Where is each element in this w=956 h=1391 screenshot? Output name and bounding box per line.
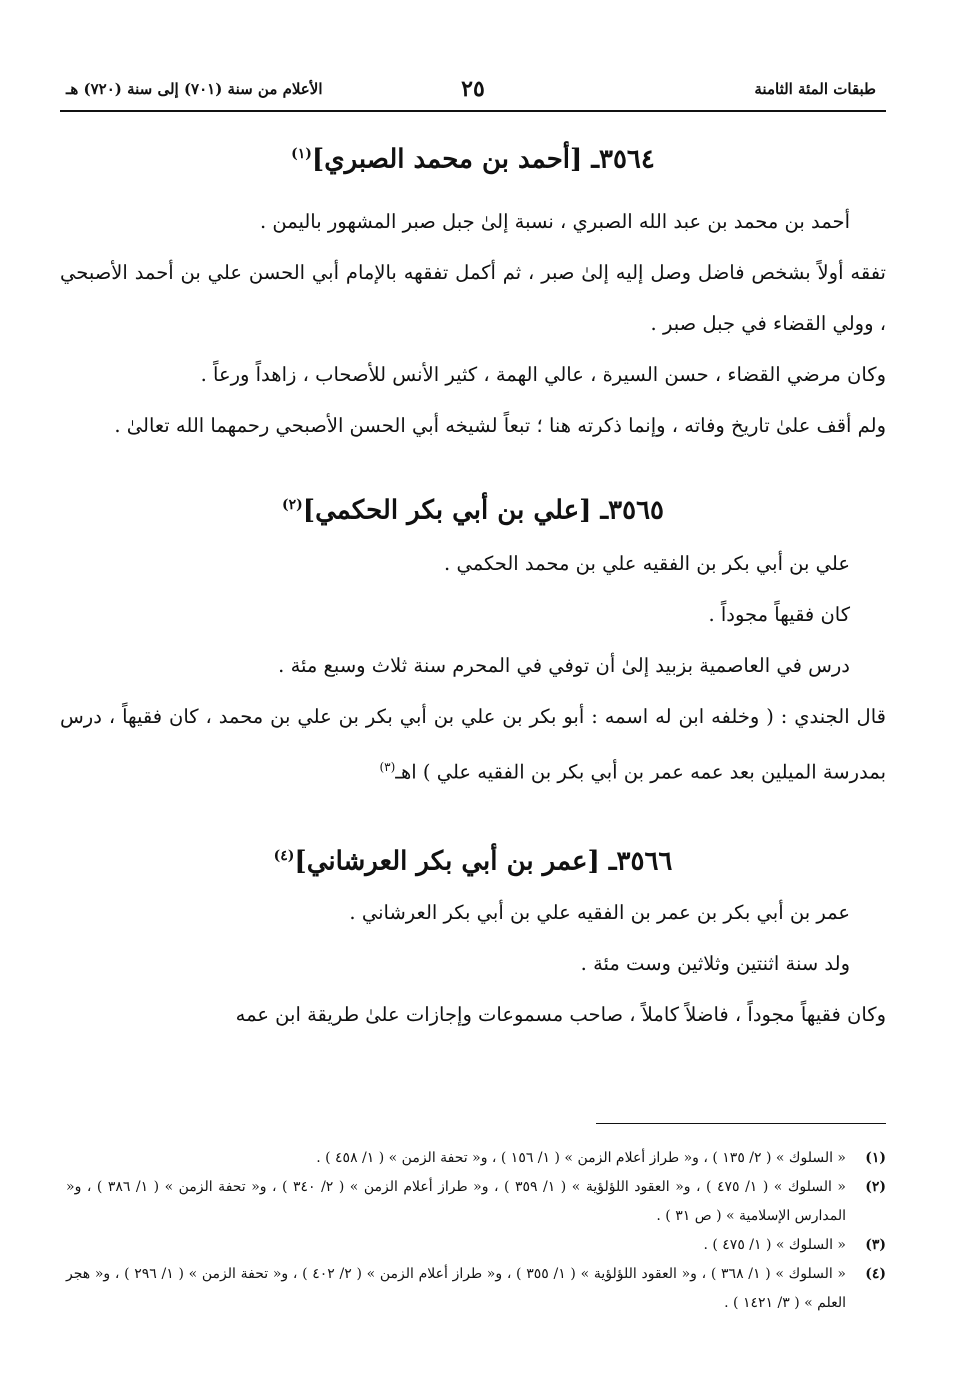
entry-paragraph: تفقه أولاً بشخص فاضل وصل إليه إلىٰ صبر ، ثم أكمل تفقهه بالإمام أبي الحسن علي بن أحمد الأصبحي ، وولي القضاء في جبل صبر .	[60, 260, 886, 335]
footnote-number: (٤)	[865, 1266, 886, 1282]
quoted-text: قال الجندي : ( وخلفه ابن له اسمه : أبو بكر بن علي بن أبي بكر بن علي بن محمد ، كان فقيهاً ، درس بمدرسة الميلين بعد عمه عمر بن أبي بكر بن الفقيه علي ) اهـ	[60, 705, 886, 784]
book-title: طبقات المئة الثامنة	[754, 80, 876, 98]
entry-heading: ٣٥٦٥ـ [علي بن أبي بكر الحكمي]$^{(٢)}$	[281, 495, 664, 526]
running-header	[60, 70, 886, 112]
footnote-number: (٣)	[865, 1237, 886, 1253]
footnote-number: (٢)	[865, 1179, 886, 1195]
footnote-ref[interactable]: (١)	[291, 146, 312, 162]
entry-paragraph: وكان مرضي القضاء ، حسن السيرة ، عالي الهمة ، كثير الأنس للأصحاب ، زاهداً ورعاً .	[200, 362, 886, 386]
entry-name: [أحمد بن محمد الصبري]	[311, 144, 583, 175]
footnote	[66, 1173, 886, 1231]
entry-paragraph: عمر بن أبي بكر بن عمر بن الفقيه علي بن أبي بكر العرشاني .	[349, 901, 850, 925]
footnote-ref[interactable]: (٣)	[379, 760, 396, 775]
footnote-divider	[596, 1123, 886, 1124]
biography-entry	[60, 836, 886, 1041]
footnote-number: (١)	[865, 1150, 886, 1166]
entry-paragraph: ولم أقف علىٰ تاريخ وفاته ، وإنما ذكرته هنا ؛ تبعاً لشيخه أبي الحسن الأصبحي رحمهما الله تعالىٰ .	[114, 413, 886, 437]
entry-paragraph: وكان فقيهاً مجوداً ، فاضلاً كاملاً ، صاحب مسموعات وإجازات علىٰ طريقة ابن عمه	[235, 1003, 886, 1027]
entry-paragraph: درس في العاصمية بزبيد إلىٰ أن توفي في المحرم سنة ثلاث وسبع مئة .	[278, 654, 850, 678]
footnote	[66, 1260, 886, 1318]
biography-entry	[60, 485, 886, 798]
entry-paragraph: علي بن أبي بكر بن الفقيه علي بن محمد الحكمي .	[444, 552, 850, 576]
entry-heading: ٣٥٦٤ـ [أحمد بن محمد الصبري]$^{(١)}$	[291, 144, 655, 175]
year-range-label: الأعلام من سنة (٧٠١) إلى سنة (٧٢٠) هـ	[66, 80, 323, 98]
entry-number: ٣٥٦٦	[616, 846, 673, 877]
entry-number: ٣٥٦٤	[598, 144, 655, 175]
footnote-text: « السلوك » ( ١/ ٤٧٥ ) ، و« العقود اللؤلؤية » ( ١/ ٣٥٩ ) ، و« طراز أعلام الزمن » ( ٢/ ٣٤٠ ) ، و« تحفة الزمن » ( ١/ ٣٨٦ ) ، و« المدارس الإسلامية » ( ص ٣١ ) .	[66, 1179, 846, 1224]
footnotes	[66, 1144, 886, 1318]
footnote	[66, 1144, 886, 1173]
footnote-text: « السلوك » ( ٢/ ١٣٥ ) ، و« طراز أعلام الزمن » ( ١/ ١٥٦ ) ، و« تحفة الزمن » ( ١/ ٤٥٨ ) .	[316, 1150, 846, 1166]
entry-heading: ٣٥٦٦ـ [عمر بن أبي بكر العرشاني]$^{(٤)}$	[273, 846, 673, 877]
footnote-ref[interactable]: (٤)	[273, 847, 295, 864]
entry-name: [عمر بن أبي بكر العرشاني]	[294, 846, 600, 877]
footnote-text: « السلوك » ( ١/ ٣٦٨ ) ، و« العقود اللؤلؤية » ( ١/ ٣٥٥ ) ، و« طراز أعلام الزمن » ( ٢/ ٤٠٢ ) ، و« تحفة الزمن » ( ١/ ٢٩٦ ) ، و« هجر العلم » ( ٣/ ١٤٢١ ) .	[66, 1266, 846, 1311]
page-number: ٢٥	[461, 76, 485, 102]
footnote-text: « السلوك » ( ١/ ٤٧٥ ) .	[703, 1237, 846, 1253]
entry-paragraph: كان فقيهاً مجوداً .	[708, 603, 850, 627]
entry-paragraph: ولد سنة اثنتين وثلاثين وست مئة .	[580, 952, 850, 976]
entry-paragraph: أحمد بن محمد بن عبد الله الصبري ، نسبة إلىٰ جبل صبر المشهور باليمن .	[259, 209, 850, 233]
entry-number: ٣٥٦٥	[608, 495, 664, 526]
footnote-ref[interactable]: (٢)	[281, 496, 303, 513]
biography-entry	[60, 134, 886, 451]
entry-paragraph	[60, 691, 886, 798]
entry-name: [علي بن أبي بكر الحكمي]	[302, 495, 592, 526]
footnote	[66, 1231, 886, 1260]
